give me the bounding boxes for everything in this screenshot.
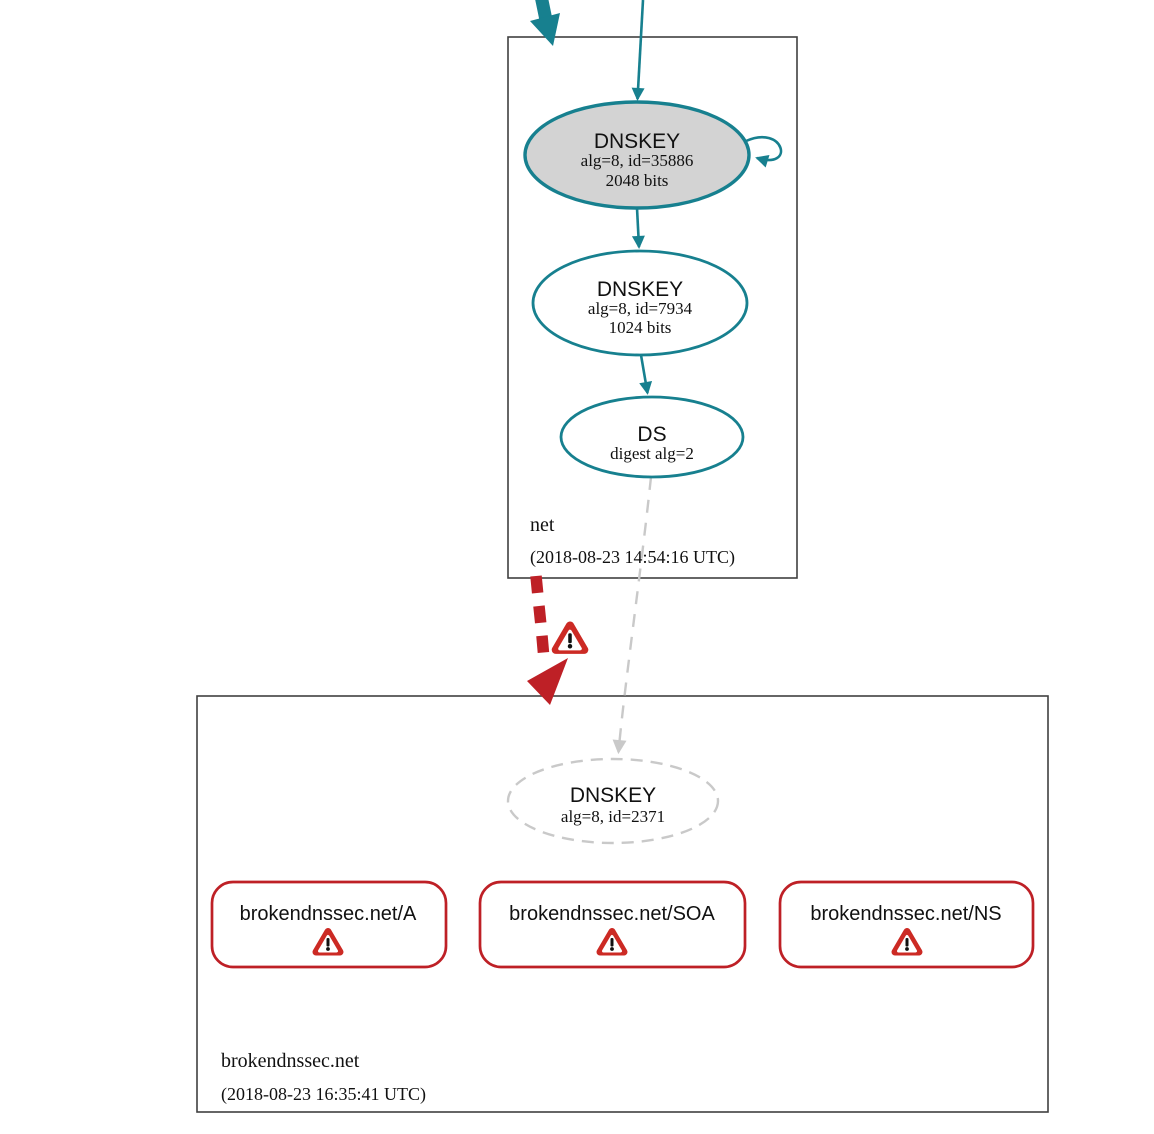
node-dnskey-ksk-type: DNSKEY [593, 130, 681, 153]
node-rrset-ns [780, 882, 1033, 967]
node-dnskey-zsk-bits: 1024 bits [608, 318, 672, 337]
node-rrset-a [212, 882, 446, 967]
zone-net-timestamp: (2018-08-23 14:54:16 UTC) [530, 547, 735, 567]
node-dnskey-zsk-type: DNSKEY [596, 278, 684, 301]
node-ds-type: DS [637, 423, 667, 446]
node-rrset-soa-label: brokendnssec.net/SOA [509, 903, 715, 925]
node-dnskey-child-detail: alg=8, id=2371 [560, 807, 666, 826]
node-dnskey-zsk-detail: alg=8, id=7934 [587, 299, 693, 318]
node-ds [561, 397, 743, 477]
node-rrset-ns-label: brokendnssec.net/NS [810, 903, 1002, 925]
node-dnskey-ksk-bits: 2048 bits [605, 171, 669, 190]
zone-net-label: net [530, 514, 555, 536]
node-dnskey-ksk [525, 102, 749, 208]
node-dnskey-child-type: DNSKEY [569, 784, 657, 807]
node-dnskey-child [508, 759, 718, 843]
node-rrset-a-label: brokendnssec.net/A [239, 903, 417, 925]
zone-brokendnssec-timestamp: (2018-08-23 16:35:41 UTC) [221, 1084, 426, 1104]
node-rrset-soa [480, 882, 745, 967]
node-dnskey-zsk [533, 251, 747, 355]
node-ds-detail: digest alg=2 [610, 444, 694, 463]
zone-brokendnssec-label: brokendnssec.net [221, 1050, 360, 1072]
warning-icon [556, 626, 584, 650]
node-dnskey-ksk-detail: alg=8, id=35886 [580, 151, 694, 170]
